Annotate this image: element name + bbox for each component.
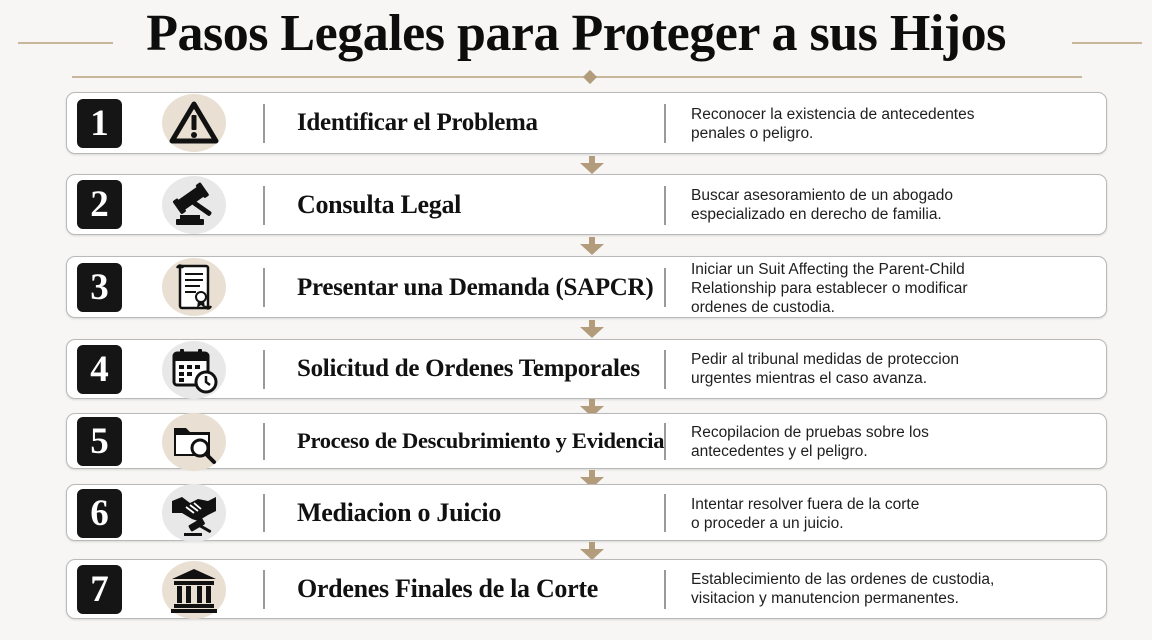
step-description: Iniciar un Suit Affecting the Parent-Child Relationship para establecer o modificar ordenes de custodia. (691, 261, 968, 316)
down-arrow-icon (580, 542, 604, 560)
title-left-rule (18, 42, 113, 44)
separator (664, 104, 666, 143)
step-card-2 (66, 174, 1107, 235)
folder-search-icon (162, 413, 226, 471)
down-arrow-icon (580, 237, 604, 255)
step-description: Establecimiento de las ordenes de custodia, visitacion y manutencion permanentes. (691, 571, 995, 607)
step-title: Mediacion o Juicio (297, 498, 502, 527)
separator (664, 186, 666, 225)
step-title: Identificar el Problema (297, 109, 538, 136)
separator (664, 350, 666, 389)
separator (664, 423, 666, 460)
step-card-6 (66, 484, 1107, 541)
gavel-icon (162, 176, 226, 234)
step-description: Intentar resolver fuera de la corte o proceder a un juicio. (691, 496, 920, 532)
step-title: Presentar una Demanda (SAPCR) (297, 274, 654, 301)
separator (263, 186, 265, 225)
title-right-rule (1072, 42, 1142, 44)
step-title: Proceso de Descubrimiento y Evidencia (297, 428, 665, 453)
step-description: Recopilacion de pruebas sobre los antecedentes y el peligro. (691, 424, 929, 460)
scroll-document-icon (162, 258, 226, 316)
step-number: 4 (77, 345, 122, 394)
step-description: Buscar asesoramiento de un abogado especializado en derecho de familia. (691, 187, 953, 223)
step-card-3 (66, 256, 1107, 318)
separator (664, 570, 666, 609)
calendar-clock-icon (162, 341, 226, 399)
step-card-7 (66, 559, 1107, 619)
step-number: 3 (77, 263, 122, 312)
courthouse-icon (162, 561, 226, 619)
divider-diamond-icon (583, 70, 597, 84)
handshake-gavel-icon (162, 484, 226, 542)
step-description: Reconocer la existencia de antecedentes penales o peligro. (691, 106, 975, 142)
step-description: Pedir al tribunal medidas de proteccion urgentes mientras el caso avanza. (691, 351, 959, 387)
step-card-4 (66, 339, 1107, 399)
separator (263, 423, 265, 460)
down-arrow-icon (580, 156, 604, 174)
step-title: Ordenes Finales de la Corte (297, 574, 598, 603)
down-arrow-icon (580, 320, 604, 338)
separator (263, 350, 265, 389)
step-number: 1 (77, 99, 122, 148)
separator (263, 494, 265, 532)
separator (263, 104, 265, 143)
step-number: 7 (77, 565, 122, 614)
step-title: Solicitud de Ordenes Temporales (297, 355, 640, 382)
separator (263, 268, 265, 307)
separator (664, 268, 666, 307)
step-number: 6 (77, 489, 122, 538)
warning-icon (162, 94, 226, 152)
step-number: 5 (77, 417, 122, 466)
step-title: Consulta Legal (297, 190, 462, 219)
separator (263, 570, 265, 609)
step-number: 2 (77, 180, 122, 229)
title-underline (72, 76, 1082, 78)
step-card-1 (66, 92, 1107, 154)
page-title: Pasos Legales para Proteger a sus Hijos (146, 5, 1006, 62)
step-card-5 (66, 413, 1107, 469)
separator (664, 494, 666, 532)
